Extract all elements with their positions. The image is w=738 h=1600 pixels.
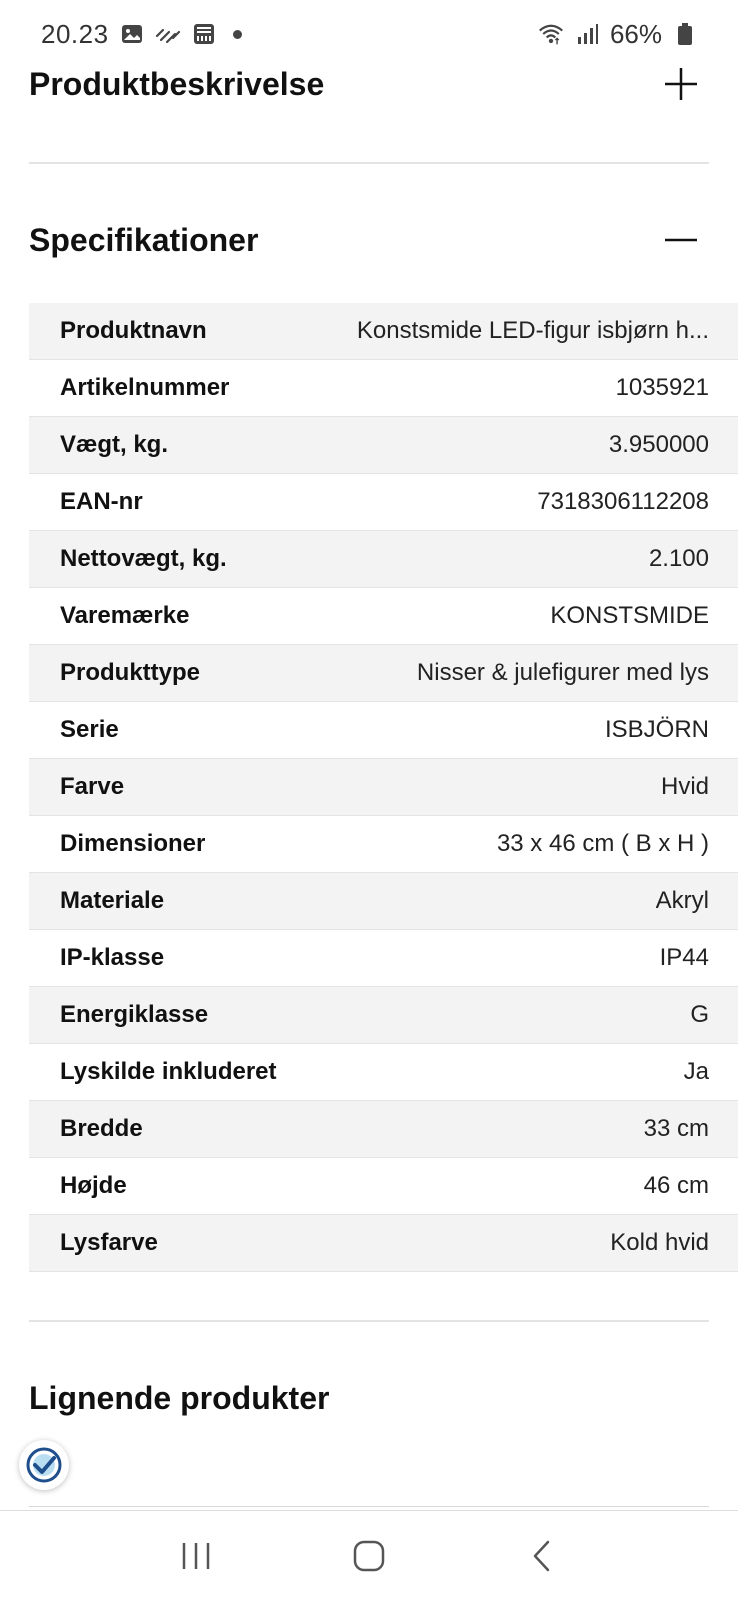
recents-button[interactable]: [166, 1526, 226, 1586]
checkmark-shield-icon: [25, 1446, 63, 1484]
spec-row: [29, 759, 738, 816]
home-icon: [352, 1539, 386, 1573]
spec-label: Artikelnummer: [60, 374, 230, 401]
spec-label: Lysfarve: [60, 1229, 158, 1256]
recents-icon: [179, 1540, 213, 1572]
spec-label: Energiklasse: [60, 1001, 209, 1028]
spec-row: [29, 702, 738, 759]
spec-row: [29, 303, 738, 360]
spec-label: Lyskilde inkluderet: [60, 1058, 277, 1085]
spec-row: [29, 987, 738, 1044]
collapse-specs-button[interactable]: [655, 214, 707, 266]
spec-row: [29, 1101, 738, 1158]
spec-value: Hvid: [660, 773, 709, 800]
back-button[interactable]: [512, 1526, 572, 1586]
status-time: 20.23: [41, 18, 109, 49]
spec-value: IP44: [659, 944, 709, 971]
specs-title: Specifikationer: [29, 221, 259, 258]
spec-label: Produkttype: [60, 659, 201, 686]
similar-section-header: [29, 1372, 709, 1424]
spec-label: Højde: [60, 1172, 127, 1199]
specs-section-header[interactable]: [29, 214, 709, 266]
battery-percentage: 66%: [609, 18, 662, 49]
spec-value: 3.950000: [608, 431, 709, 458]
spec-row: [29, 873, 738, 930]
spec-row: [29, 816, 738, 873]
spec-value: 1035921: [615, 374, 709, 401]
status-left: [41, 19, 242, 50]
spec-row: [29, 1044, 738, 1101]
minus-icon: [663, 222, 699, 258]
spec-label: EAN-nr: [60, 488, 143, 515]
description-section-header[interactable]: [29, 58, 709, 110]
spec-label: Produktnavn: [60, 317, 207, 344]
spec-value: ISBJÖRN: [604, 716, 709, 743]
wifi-icon: [538, 21, 564, 47]
spec-row: [29, 531, 738, 588]
spec-label: Vægt, kg.: [60, 431, 169, 458]
spec-row: [29, 588, 738, 645]
spec-label: Farve: [60, 773, 125, 800]
spec-label: Materiale: [60, 887, 165, 914]
divider: [29, 162, 709, 164]
spec-row: [29, 417, 738, 474]
spec-value: Konstsmide LED-figur isbjørn h...: [356, 317, 709, 344]
spec-value: Akryl: [655, 887, 709, 914]
system-navigation-bar: [0, 1510, 738, 1600]
spec-row: [29, 360, 738, 417]
image-icon: [119, 21, 145, 47]
status-right: [538, 19, 698, 50]
dot-icon: [233, 30, 242, 39]
signal-icon: [574, 21, 600, 47]
spec-value: KONSTSMIDE: [550, 602, 709, 629]
spec-value: G: [690, 1001, 709, 1028]
spec-label: Bredde: [60, 1115, 143, 1142]
specifications-table: [29, 303, 738, 1272]
divider: [29, 1506, 709, 1507]
spec-label: Dimensioner: [60, 830, 206, 857]
plus-icon: [663, 66, 699, 102]
spec-row: [29, 645, 738, 702]
similar-title: Lignende produkter: [29, 1379, 330, 1416]
home-button[interactable]: [339, 1526, 399, 1586]
spec-label: Nettovægt, kg.: [60, 545, 227, 572]
back-icon: [530, 1539, 554, 1573]
spec-value: Kold hvid: [610, 1229, 709, 1256]
spec-row: [29, 930, 738, 987]
spec-value: Nisser & julefigurer med lys: [416, 659, 709, 686]
trust-badge-button[interactable]: [19, 1440, 69, 1490]
spec-label: IP-klasse: [60, 944, 165, 971]
spec-row: [29, 474, 738, 531]
spec-value: 33 cm: [643, 1115, 709, 1142]
spec-label: Varemærke: [60, 602, 190, 629]
battery-icon: [672, 21, 698, 47]
spec-value: Ja: [683, 1058, 709, 1085]
spec-value: 46 cm: [643, 1172, 709, 1199]
spec-value: 33 x 46 cm ( B x H ): [496, 830, 709, 857]
spec-row: [29, 1215, 738, 1272]
notification-app-icon: [191, 21, 217, 47]
spec-value: 7318306112208: [537, 488, 709, 515]
data-saver-icon: [155, 21, 181, 47]
spec-value: 2.100: [648, 545, 709, 572]
spec-row: [29, 1158, 738, 1215]
divider: [29, 1320, 709, 1322]
spec-label: Serie: [60, 716, 119, 743]
expand-description-button[interactable]: [655, 58, 707, 110]
description-title: Produktbeskrivelse: [29, 65, 325, 102]
